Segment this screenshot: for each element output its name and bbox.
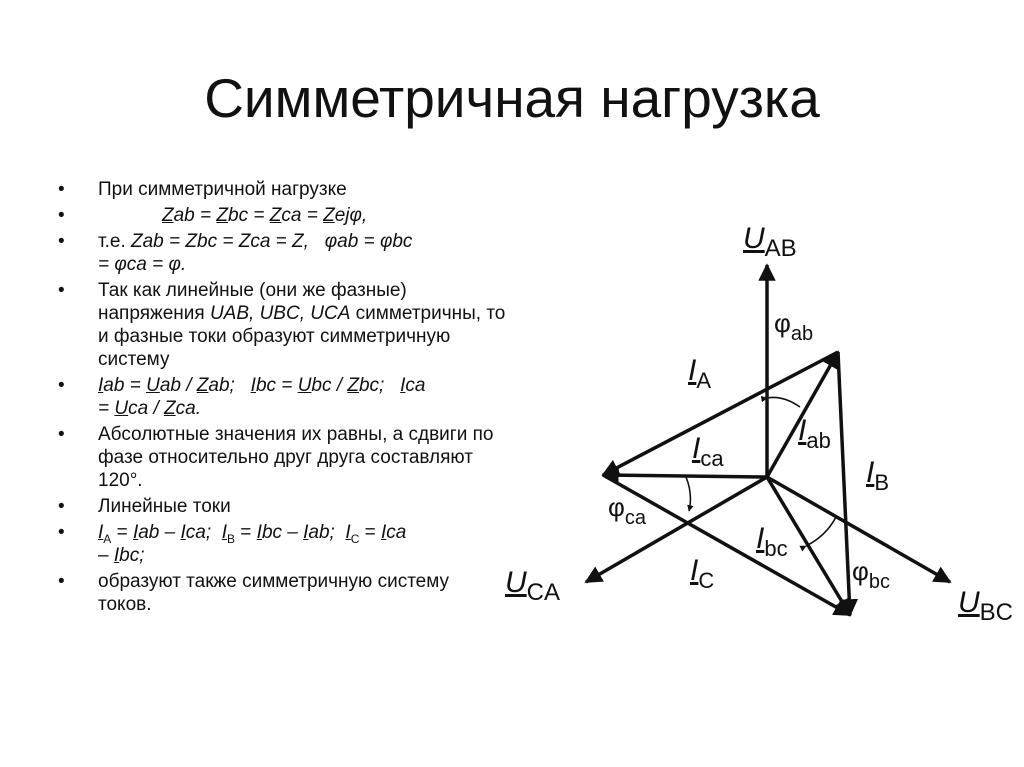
bullet-item: [56, 178, 506, 201]
label-u-ca: $U_{CA}$: [505, 566, 561, 606]
formula: = φca = φ.: [98, 254, 187, 275]
bullet-item: [56, 230, 506, 276]
label-i-b: $I_B$: [866, 456, 890, 495]
impedance-equation: Zab = Zbc = Zca = Zejφ,: [162, 205, 368, 226]
label-phi-ca: $\varphi_{ca}$: [608, 492, 646, 529]
bullet-list: [56, 178, 506, 619]
label-i-c: $I_C$: [690, 554, 715, 593]
formula: UAB, UBC, UCA: [209, 303, 351, 324]
label-phi-bc: $\varphi_{bc}$: [852, 556, 890, 593]
bullet-text: Абсолютные значения их равны, а сдвиги по фазе относительно друг друга составляют 120°.: [98, 424, 494, 491]
bullet-item: [56, 279, 506, 371]
label-u-bc: $U_{BC}$: [958, 586, 1014, 626]
bullet-item: [56, 204, 506, 227]
bullet-item: [56, 521, 506, 567]
i-b-vector: [838, 352, 850, 615]
line-current-formula: $I_A$ = Iab – Ica; $I_B$ = Ibc – Iab; $I_C$ = Ica – Ibc;: [98, 522, 407, 566]
formula: Zab = Zbc = Zca = Z,: [131, 231, 309, 252]
bullet-item: [56, 570, 506, 616]
label-i-bc: $I_{bc}$: [756, 522, 788, 561]
bullet-dot: •: [58, 231, 65, 252]
bullet-text: образуют также симметричную систему токов.: [98, 571, 450, 615]
bullet-dot: •: [58, 522, 65, 543]
label-i-ab: $I_{ab}$: [798, 414, 831, 453]
bullet-item: [56, 423, 506, 492]
label-i-a: $I_A$: [688, 354, 712, 393]
slide-title: Симметричная нагрузка: [204, 67, 820, 129]
bullet-text: т.е.: [98, 231, 131, 252]
bullet-dot: •: [58, 280, 65, 301]
bullet-text: Линейные токи: [98, 496, 231, 517]
phi-bc-arc: [806, 517, 836, 546]
phase-current-formula: Iab = Uab / Zab; Ibc = Ubc / Zbc; Ica = Uca / Zca.: [98, 375, 426, 419]
formula: φab = φbc: [324, 231, 413, 252]
i-ca-vector: [603, 475, 767, 477]
phi-ab-arc: [767, 397, 800, 407]
phi-ca-arc: [686, 477, 690, 511]
bullet-dot: •: [58, 571, 65, 592]
vector-diagram: [490, 200, 1024, 640]
label-i-ca: $I_{ca}$: [692, 432, 724, 471]
bullet-dot: •: [58, 375, 65, 396]
bullet-dot: •: [58, 205, 65, 226]
bullet-dot: •: [58, 424, 65, 445]
label-phi-ab: $\varphi_{ab}$: [774, 308, 814, 345]
bullet-text: При симметричной нагрузке: [98, 179, 347, 200]
bullet-dot: •: [58, 496, 65, 517]
bullet-item: [56, 374, 506, 420]
i-c-vector: [603, 475, 850, 615]
bullet-dot: •: [58, 179, 65, 200]
label-u-ab: $U_{AB}$: [743, 222, 797, 262]
bullet-item: [56, 495, 506, 518]
bullet-text: симметричны, то и фазные токи образуют симметричную систему: [98, 303, 506, 370]
bullet-text: Так как линейные (они же фазные) напряжения: [98, 280, 407, 324]
